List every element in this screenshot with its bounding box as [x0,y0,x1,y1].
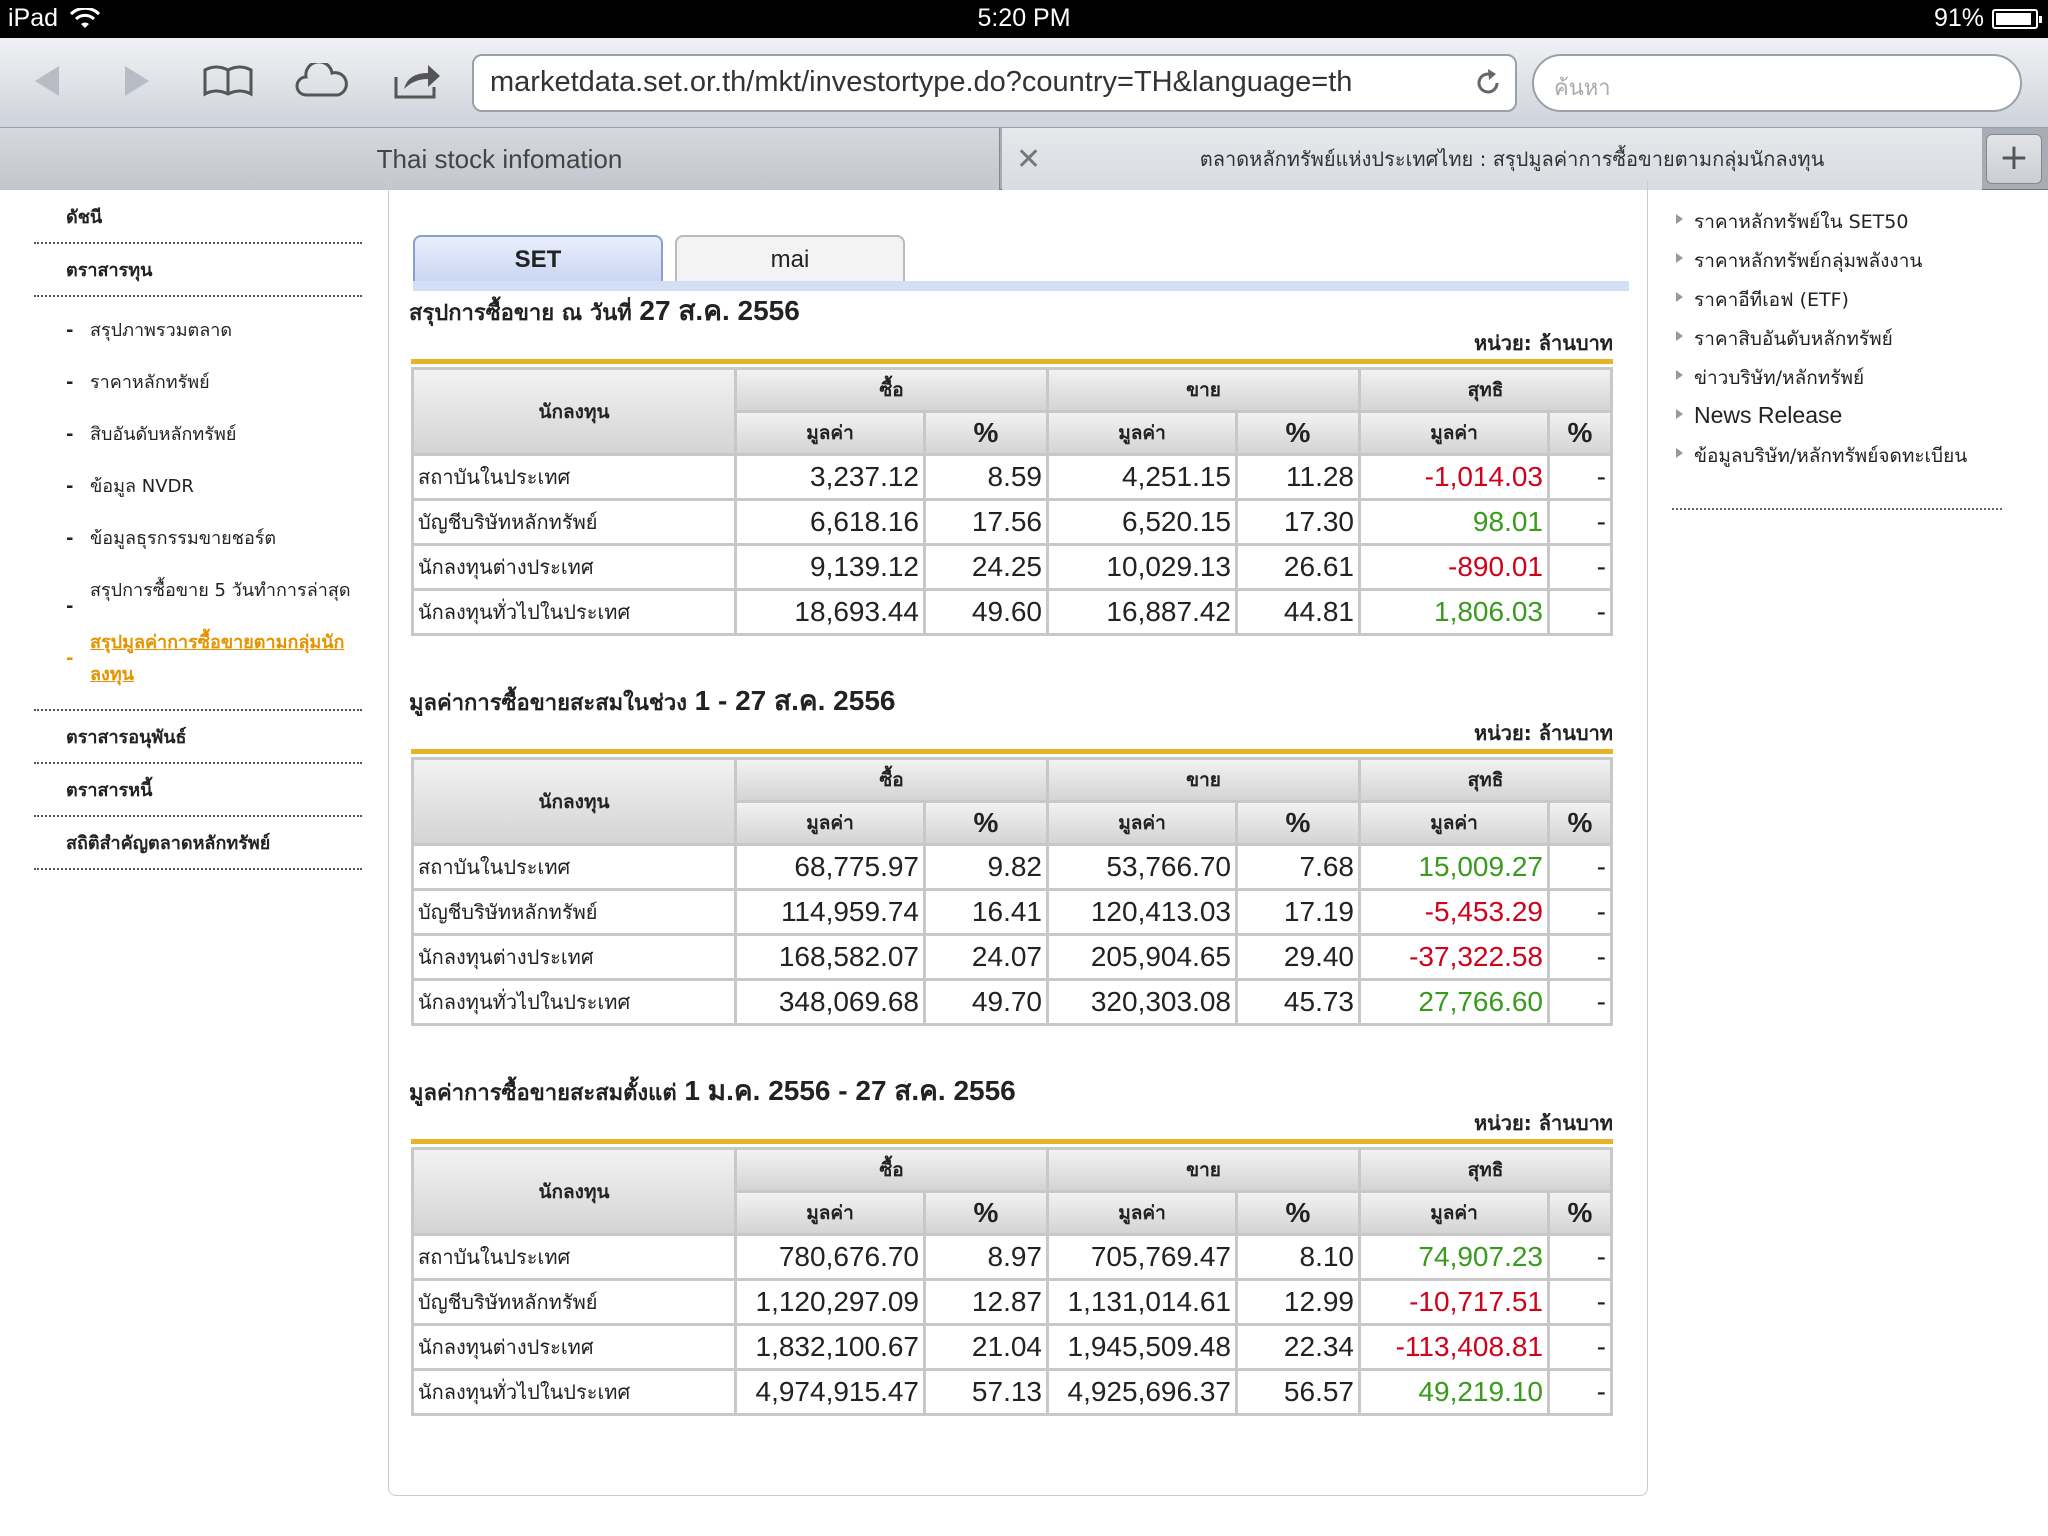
section-title-text: สรุปการซื้อขาย ณ วันที่ [409,301,632,326]
nav-stock-prices[interactable]: - ราคาหลักทรัพย์ [66,357,362,409]
header-buy: ซื้อ [737,1150,1046,1190]
nav-five-day-summary[interactable]: - สรุปการซื้อขาย 5 วันทำการล่าสุด [66,565,362,617]
header-buy: ซื้อ [737,370,1046,410]
clock: 5:20 PM [977,4,1071,32]
sell-value: 1,131,014.61 [1049,1281,1235,1323]
buy-value: 168,582.07 [737,936,923,978]
investor-name: สถาบันในประเทศ [414,456,734,498]
net-percent: - [1550,1371,1610,1413]
section-title-text: มูลค่าการซื้อขายสะสมในช่วง [409,691,687,716]
table-row [414,501,1610,543]
sell-value: 6,520.15 [1049,501,1235,543]
header-net: สุทธิ [1361,370,1610,410]
buy-percent: 8.97 [926,1236,1046,1278]
close-tab-icon[interactable]: ✕ [1016,142,1042,177]
sell-value: 705,769.47 [1049,1236,1235,1278]
investor-name: บัญชีบริษัทหลักทรัพย์ [414,891,734,933]
investor-name: นักลงทุนทั่วไปในประเทศ [414,591,734,633]
buy-value: 4,974,915.47 [737,1371,923,1413]
header-percent: % [926,413,1046,453]
link-listed-company-info[interactable]: ข้อมูลบริษัท/หลักทรัพย์จดทะเบียน [1672,433,2012,472]
buy-percent: 57.13 [926,1371,1046,1413]
investor-name: บัญชีบริษัทหลักทรัพย์ [414,1281,734,1323]
sell-percent: 26.61 [1238,546,1358,588]
link-news-release[interactable]: News Release [1672,394,2012,433]
share-button[interactable] [388,56,448,106]
nav-statistics[interactable]: สถิติสำคัญตลาดหลักทรัพย์ [34,817,362,870]
net-value: -1,014.03 [1361,456,1547,498]
buy-percent: 8.59 [926,456,1046,498]
web-page [0,191,2048,1536]
link-company-news[interactable]: ข่าวบริษัท/หลักทรัพย์ [1672,355,2012,394]
unit-label: หน่วย: ล้านบาท [1473,331,1613,355]
nav-market-summary[interactable]: - สรุปภาพรวมตลาด [66,305,362,357]
header-value: มูลค่า [737,1193,923,1233]
header-value: มูลค่า [1361,803,1547,843]
table-row [414,981,1610,1023]
sell-percent: 56.57 [1238,1371,1358,1413]
header-value: มูลค่า [737,803,923,843]
header-percent: % [1238,413,1358,453]
table-row [414,891,1610,933]
header-buy: ซื้อ [737,760,1046,800]
net-percent: - [1550,891,1610,933]
section-title [409,679,895,723]
sell-value: 4,925,696.37 [1049,1371,1235,1413]
investor-name: บัญชีบริษัทหลักทรัพย์ [414,501,734,543]
forward-button[interactable] [106,56,166,106]
address-text: marketdata.set.or.th/mkt/investortype.do?country=TH&language=th [490,66,1353,98]
address-bar[interactable] [472,54,1517,112]
buy-value: 114,959.74 [737,891,923,933]
header-percent: % [926,803,1046,843]
buy-value: 3,237.12 [737,456,923,498]
battery-icon [1992,9,2038,29]
buy-value: 9,139.12 [737,546,923,588]
header-value: มูลค่า [1049,803,1235,843]
net-percent: - [1550,501,1610,543]
net-value: 15,009.27 [1361,846,1547,888]
header-value: มูลค่า [1049,413,1235,453]
investor-name: นักลงทุนต่างประเทศ [414,936,734,978]
header-value: มูลค่า [1049,1193,1235,1233]
sell-value: 53,766.70 [1049,846,1235,888]
search-field[interactable] [1532,54,2022,112]
net-percent: - [1550,1236,1610,1278]
nav-derivatives[interactable]: ตราสารอนุพันธ์ [34,711,362,764]
buy-value: 18,693.44 [737,591,923,633]
nav-debt[interactable]: ตราสารหนี้ [34,764,362,817]
buy-value: 1,120,297.09 [737,1281,923,1323]
new-tab-button[interactable]: + [1986,134,2042,184]
header-sell: ขาย [1049,760,1358,800]
buy-percent: 24.25 [926,546,1046,588]
header-value: มูลค่า [737,413,923,453]
section-rule [411,1139,1613,1144]
header-investor: นักลงทุน [414,370,734,453]
buy-percent: 16.41 [926,891,1046,933]
sell-percent: 12.99 [1238,1281,1358,1323]
back-button[interactable] [18,56,78,106]
sell-value: 205,904.65 [1049,936,1235,978]
search-placeholder: ค้นหา [1554,76,1611,101]
sell-percent: 44.81 [1238,591,1358,633]
net-percent: - [1550,981,1610,1023]
net-value: -10,717.51 [1361,1281,1547,1323]
buy-percent: 49.60 [926,591,1046,633]
sell-percent: 22.34 [1238,1326,1358,1368]
tab-mai[interactable]: mai [675,235,905,283]
net-value: 98.01 [1361,501,1547,543]
reload-icon [1473,68,1503,98]
cloud-icon [294,63,350,99]
sell-percent: 17.19 [1238,891,1358,933]
net-value: 49,219.10 [1361,1371,1547,1413]
link-set50-prices[interactable]: ราคาหลักทรัพย์ใน SET50 [1672,199,2012,238]
header-value: มูลค่า [1361,1193,1547,1233]
section-rule [411,359,1613,364]
investor-table [411,367,1613,636]
buy-value: 348,069.68 [737,981,923,1023]
investor-name: นักลงทุนทั่วไปในประเทศ [414,1371,734,1413]
buy-value: 68,775.97 [737,846,923,888]
nav-nvdr[interactable]: - ข้อมูล NVDR [66,461,362,513]
sell-percent: 17.30 [1238,501,1358,543]
net-value: 27,766.60 [1361,981,1547,1023]
nav-short-sales[interactable]: - ข้อมูลธุรกรรมขายชอร์ต [66,513,362,565]
table-row [414,591,1610,633]
header-net: สุทธิ [1361,1150,1610,1190]
section-rule [411,749,1613,754]
status-bar [0,0,2048,38]
net-value: 74,907.23 [1361,1236,1547,1278]
table-row [414,546,1610,588]
table-row [414,846,1610,888]
header-percent: % [1550,803,1610,843]
unit-label: หน่วย: ล้านบาท [1473,1111,1613,1135]
net-value: -113,408.81 [1361,1326,1547,1368]
nav-equity[interactable]: ตราสารทุน [34,244,362,297]
tab-title: ตลาดหลักทรัพย์แห่งประเทศไทย : สรุปมูลค่าการซื้อขายตามกลุ่มนักลงทุน [1199,147,1825,171]
buy-value: 780,676.70 [737,1236,923,1278]
section-date: 1 ม.ค. 2556 - 27 ส.ค. 2556 [684,1075,1016,1106]
investor-name: นักลงทุนทั่วไปในประเทศ [414,981,734,1023]
net-percent: - [1550,936,1610,978]
buy-percent: 17.56 [926,501,1046,543]
equity-submenu [34,297,362,711]
sell-percent: 7.68 [1238,846,1358,888]
net-percent: - [1550,546,1610,588]
net-percent: - [1550,456,1610,498]
nav-top-ten[interactable]: - สิบอันดับหลักทรัพย์ [66,409,362,461]
sell-value: 120,413.03 [1049,891,1235,933]
section-date: 1 - 27 ส.ค. 2556 [694,685,896,716]
net-value: -5,453.29 [1361,891,1547,933]
header-percent: % [1550,1193,1610,1233]
net-percent: - [1550,1326,1610,1368]
investor-name: สถาบันในประเทศ [414,1236,734,1278]
back-arrow-icon [31,64,65,98]
unit-label: หน่วย: ล้านบาท [1473,721,1613,745]
browser-toolbar [0,38,2048,128]
sell-value: 1,945,509.48 [1049,1326,1235,1368]
header-percent: % [1238,1193,1358,1233]
net-percent: - [1550,591,1610,633]
sell-value: 320,303.08 [1049,981,1235,1023]
table-row [414,456,1610,498]
header-percent: % [926,1193,1046,1233]
share-icon [392,61,444,101]
table-row [414,936,1610,978]
investor-table [411,1147,1613,1416]
table-row [414,1236,1610,1278]
header-percent: % [1238,803,1358,843]
header-row [414,1150,1610,1190]
sell-value: 10,029.13 [1049,546,1235,588]
buy-value: 6,618.16 [737,501,923,543]
buy-percent: 12.87 [926,1281,1046,1323]
investor-name: นักลงทุนต่างประเทศ [414,1326,734,1368]
net-value: 1,806.03 [1361,591,1547,633]
buy-percent: 49.70 [926,981,1046,1023]
section-title [409,289,800,333]
link-etf-prices[interactable]: ราคาอีทีเอฟ (ETF) [1672,277,2012,316]
investor-table [411,757,1613,1026]
book-icon [202,64,254,98]
device-label: iPad [8,4,59,32]
header-row [414,370,1610,410]
tab-set[interactable]: SET [413,235,663,283]
icloud-tabs-button[interactable] [292,56,352,106]
table-row [414,1371,1610,1413]
buy-percent: 24.07 [926,936,1046,978]
link-top-ten-prices[interactable]: ราคาสิบอันดับหลักทรัพย์ [1672,316,2012,355]
sell-value: 16,887.42 [1049,591,1235,633]
nav-index[interactable]: ดัชนี [34,191,362,244]
sell-percent: 45.73 [1238,981,1358,1023]
table-row [414,1326,1610,1368]
section-date: 27 ส.ค. 2556 [639,295,800,326]
reload-button[interactable] [1473,68,1503,106]
sell-percent: 11.28 [1238,456,1358,498]
investor-name: นักลงทุนต่างประเทศ [414,546,734,588]
sell-percent: 8.10 [1238,1236,1358,1278]
table-row [414,1281,1610,1323]
section-title-text: มูลค่าการซื้อขายสะสมตั้งแต่ [409,1081,677,1106]
net-value: -890.01 [1361,546,1547,588]
tab-title: Thai stock infomation [376,143,623,174]
main-content [388,181,1648,1496]
header-investor: นักลงทุน [414,1150,734,1233]
battery-percent: 91% [1933,4,1984,32]
header-sell: ขาย [1049,1150,1358,1190]
header-sell: ขาย [1049,370,1358,410]
link-energy-prices[interactable]: ราคาหลักทรัพย์กลุ่มพลังงาน [1672,238,2012,277]
header-investor: นักลงทุน [414,760,734,843]
net-value: -37,322.58 [1361,936,1547,978]
sell-value: 4,251.15 [1049,456,1235,498]
divider [1672,508,2002,510]
sell-percent: 29.40 [1238,936,1358,978]
buy-percent: 9.82 [926,846,1046,888]
nav-investor-type[interactable]: - สรุปมูลค่าการซื้อขายตามกลุ่มนักลงทุน [66,617,362,701]
net-percent: - [1550,1281,1610,1323]
bookmarks-button[interactable] [198,56,258,106]
investor-name: สถาบันในประเทศ [414,846,734,888]
net-percent: - [1550,846,1610,888]
left-navigation [34,191,362,870]
header-percent: % [1550,413,1610,453]
header-net: สุทธิ [1361,760,1610,800]
buy-percent: 21.04 [926,1326,1046,1368]
section-title [409,1069,1016,1113]
header-row [414,760,1610,800]
right-navigation [1672,191,2012,510]
header-value: มูลค่า [1361,413,1547,453]
forward-arrow-icon [119,64,153,98]
buy-value: 1,832,100.67 [737,1326,923,1368]
